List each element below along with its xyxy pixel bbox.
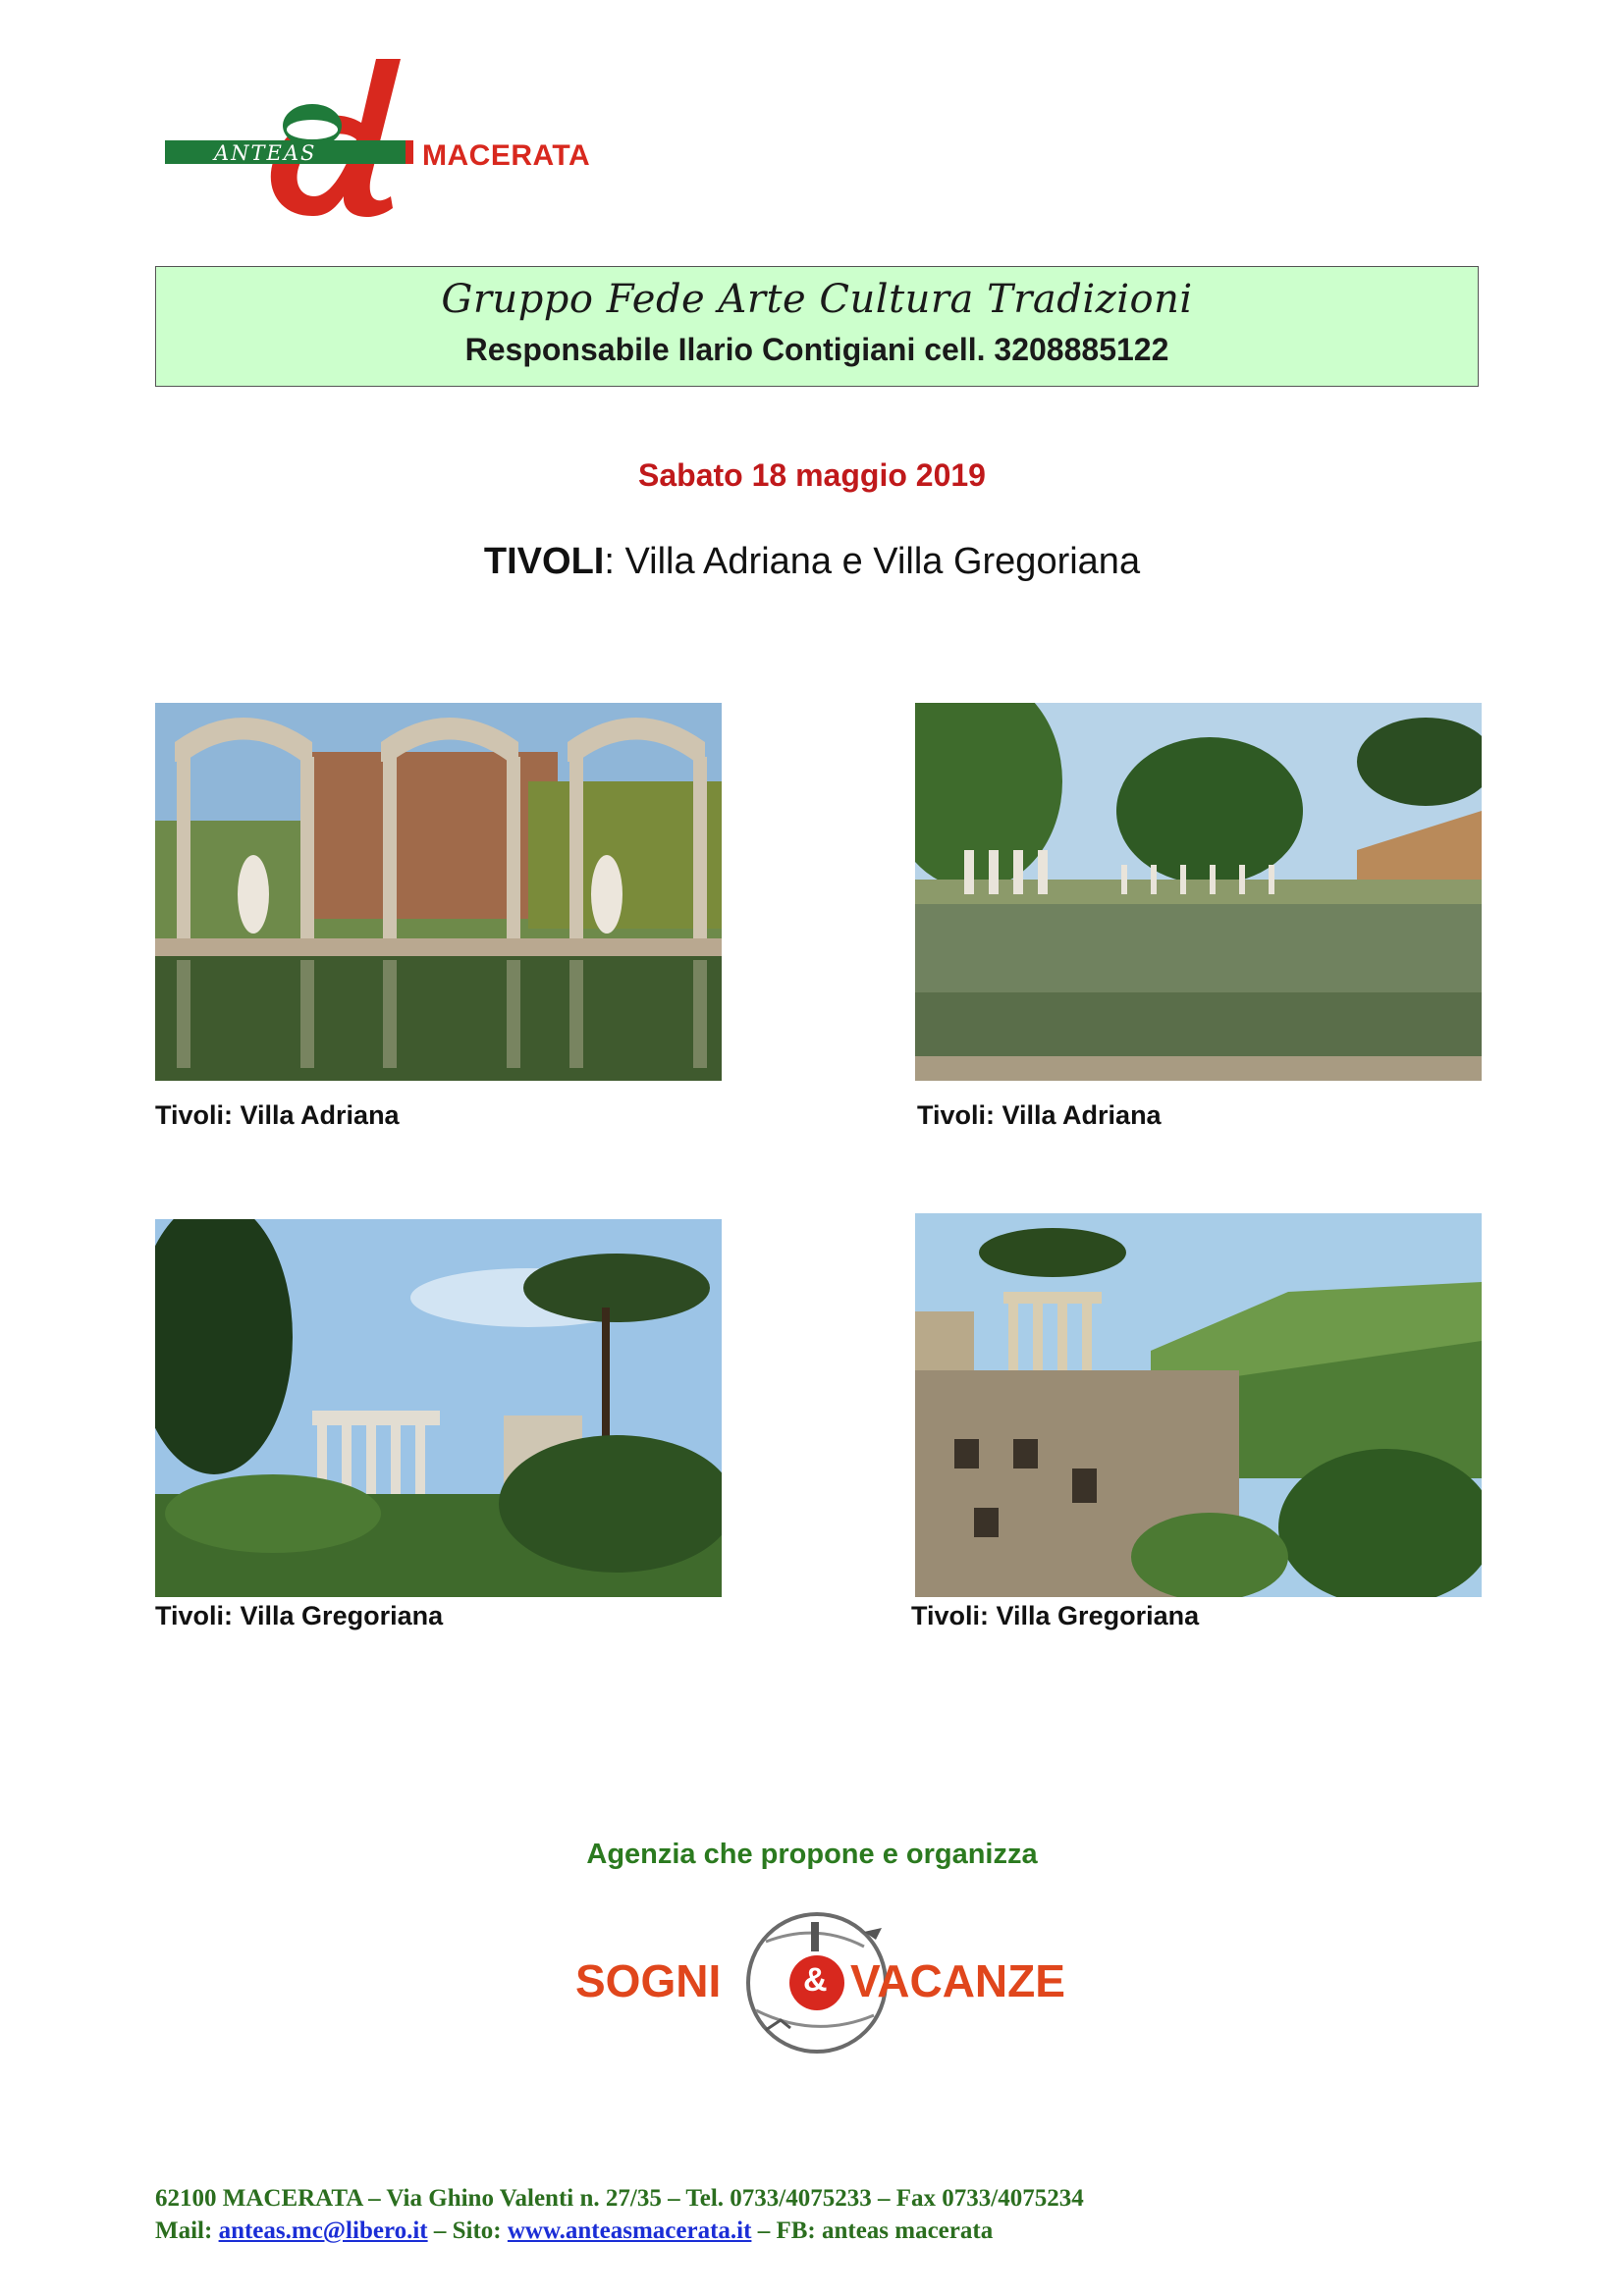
photo-villa-gregoriana-cliff <box>915 1213 1482 1597</box>
group-header-box <box>155 266 1479 387</box>
event-date: Sabato 18 maggio 2019 <box>638 457 986 493</box>
agency-label: Agenzia che propone e organizza <box>586 1839 1038 1870</box>
agency-name-amp: & <box>803 1961 828 1999</box>
event-title-place: TIVOLI <box>483 541 605 582</box>
agency-name-left: SOGNI <box>575 1955 722 2006</box>
sogni-vacanze-logo <box>569 1902 1065 2064</box>
logo-city: MACERATA <box>422 139 591 172</box>
photo-caption: Tivoli: Villa Adriana <box>155 1100 400 1130</box>
responsible-contact: Responsabile Ilario Contigiani cell. 3208885122 <box>464 332 1169 367</box>
anteas-logo-text: ANTEAS <box>214 141 317 165</box>
event-title-rest: : Villa Adriana e Villa Gregoriana <box>604 541 1141 582</box>
photo-villa-adriana-canopus <box>915 703 1482 1081</box>
anteas-logo-mark <box>165 49 626 221</box>
photo-villa-adriana-arches <box>155 703 722 1081</box>
group-title: Gruppo Fede Arte Cultura Tradizioni <box>441 277 1193 322</box>
photo-caption: Tivoli: Villa Adriana <box>917 1100 1162 1130</box>
anteas-logo <box>165 49 626 221</box>
photo-caption: Tivoli: Villa Gregoriana <box>155 1601 444 1630</box>
footer-contacts <box>155 2217 993 2245</box>
footer-fb: – FB: anteas macerata <box>751 2217 994 2244</box>
agency-name-right: VACANZE <box>850 1955 1065 2006</box>
photo-villa-gregoriana-temple <box>155 1219 722 1597</box>
footer-mail-label: Mail: <box>155 2217 219 2244</box>
footer-mail-link[interactable]: anteas.mc@libero.it <box>218 2217 428 2244</box>
footer-site-link[interactable]: www.anteasmacerata.it <box>507 2217 752 2244</box>
footer-address: 62100 MACERATA – Via Ghino Valenti n. 27/35 – Tel. 0733/4075233 – Fax 0733/4075234 <box>155 2185 1084 2212</box>
footer-site-label: – Sito: <box>427 2217 508 2244</box>
event-title <box>0 541 1624 583</box>
photo-caption: Tivoli: Villa Gregoriana <box>911 1601 1200 1630</box>
